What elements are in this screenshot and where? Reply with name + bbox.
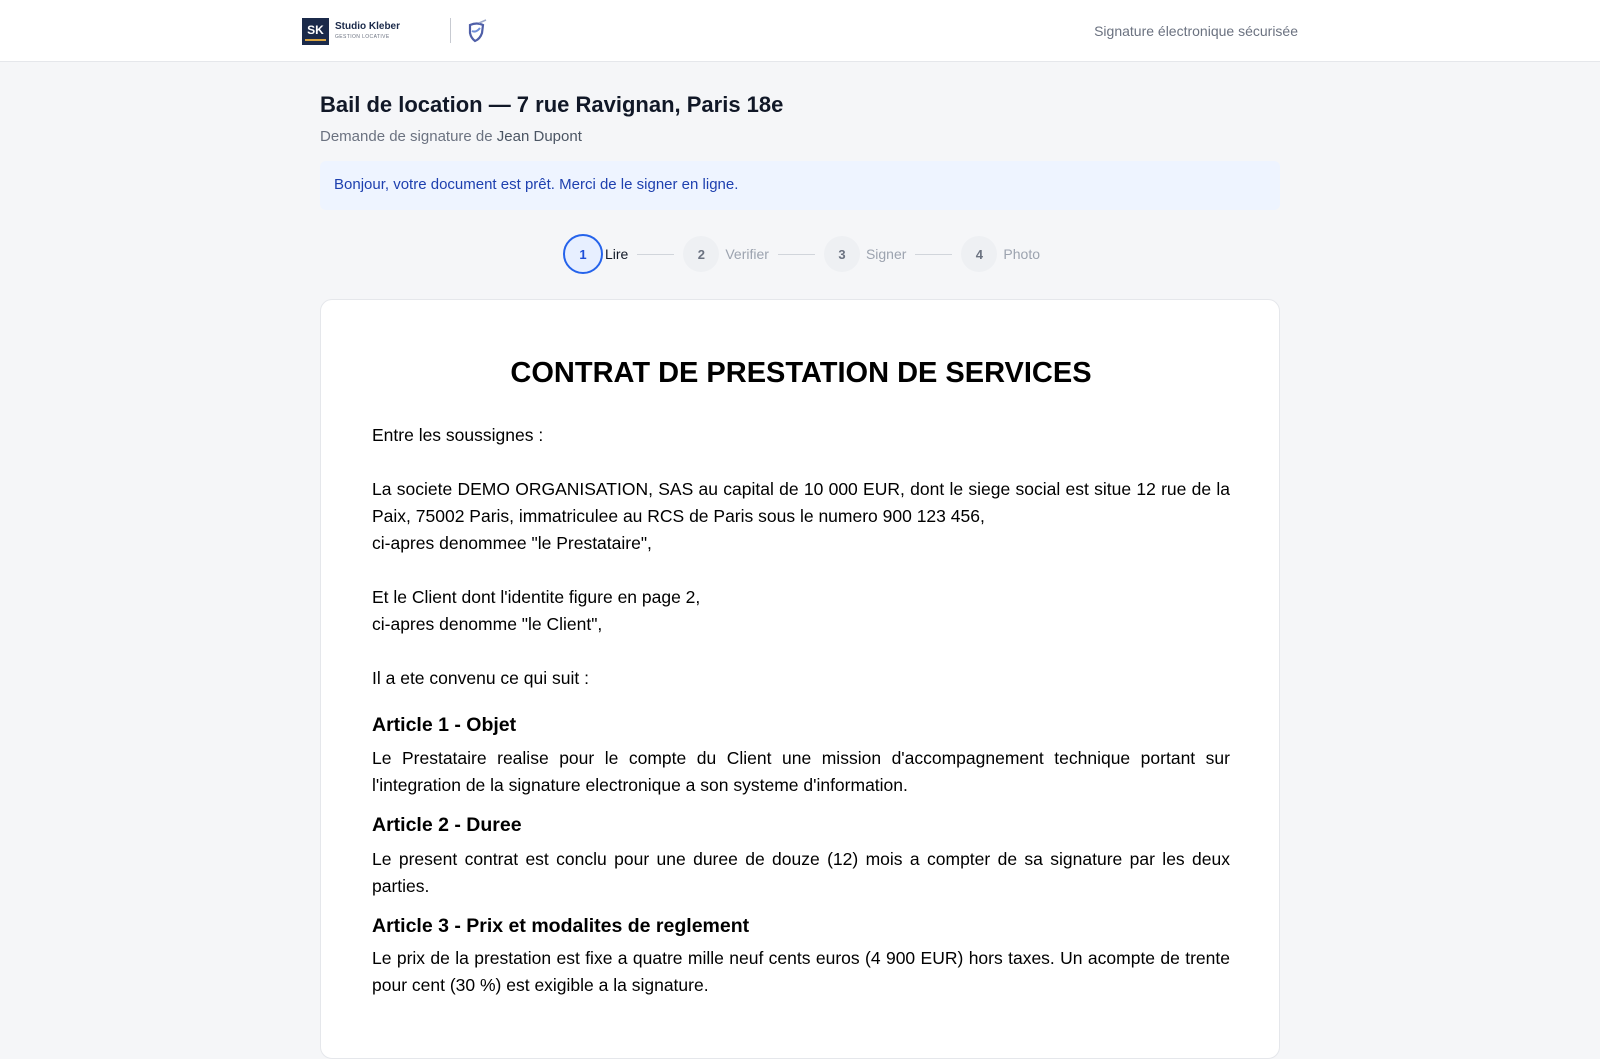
brand-name: Studio Kleber: [335, 21, 401, 32]
contract-intro: Entre les soussignes :: [372, 425, 544, 445]
party-client-details: Et le Client dont l'identite figure en page 2,: [372, 587, 701, 607]
top-bar: [0, 0, 1600, 62]
secure-signature-label: Signature électronique sécurisée: [1094, 23, 1298, 39]
party-provider-details: La societe DEMO ORGANISATION, SAS au capital de 10 000 EUR, dont le siege social est situe 12 rue de la Paix, 75002 Paris, immatriculee au RCS de Paris sous le numero 900 123 456,: [372, 479, 1230, 526]
article-text: Le Prestataire realise pour le compte du Client une mission d'accompagnement technique portant sur l'integration de la signature electronique a son systeme d'information.: [372, 748, 1230, 795]
party-client: [372, 584, 1230, 638]
contract-title: CONTRAT DE PRESTATION DE SERVICES: [510, 357, 1092, 389]
page-title: Bail de location — 7 rue Ravignan, Paris 18e: [320, 92, 784, 117]
step-number: 4: [961, 236, 997, 272]
step-label: Lire: [605, 246, 629, 262]
step-label: Verifier: [725, 246, 769, 262]
step-number: 3: [824, 236, 860, 272]
step-number: 2: [683, 236, 719, 272]
article-heading: Article 3 - Prix et modalites de reglement: [372, 915, 750, 937]
document-viewer[interactable]: [320, 299, 1280, 1059]
step-photo[interactable]: [961, 236, 1040, 272]
party-client-alias: ci-apres denomme "le Client",: [372, 614, 603, 634]
agreement-line: Il a ete convenu ce qui suit :: [372, 668, 589, 688]
step-sign[interactable]: [824, 236, 906, 272]
step-number: 1: [563, 234, 603, 274]
signature-request-subtitle: [320, 128, 582, 145]
step-connector: [915, 254, 952, 255]
article-text: Le prix de la prestation est fixe a quatre mille neuf cents euros (4 900 EUR) hors taxes. Un acompte de trente pour cent (30 %) est exigible a la signature.: [372, 948, 1230, 995]
article-heading: Article 1 - Objet: [372, 714, 517, 736]
progress-stepper: [563, 234, 1040, 274]
article-text: Le present contrat est conclu pour une duree de douze (12) mois a compter de sa signature par les deux parties.: [372, 849, 1230, 896]
logo-mark: [302, 18, 329, 45]
step-label: Signer: [865, 246, 907, 262]
requester-name: Jean Dupont: [496, 128, 582, 145]
party-provider-alias: ci-apres denommee "le Prestataire",: [372, 533, 652, 553]
step-connector: [778, 254, 815, 255]
step-read[interactable]: [563, 234, 628, 274]
info-banner: Bonjour, votre document est prêt. Merci de le signer en ligne.: [320, 161, 1280, 210]
request-prefix: Demande de signature de: [320, 128, 497, 145]
brand-text: [335, 22, 400, 40]
article-heading: Article 2 - Duree: [372, 814, 522, 836]
brand-logo[interactable]: [302, 17, 400, 45]
brand-divider: [450, 18, 451, 43]
step-verify[interactable]: [683, 236, 769, 272]
shield-signature-icon: [466, 19, 488, 43]
logo-mark-text: SK: [307, 22, 324, 37]
step-label: Photo: [1003, 246, 1040, 262]
step-connector: [637, 254, 674, 255]
brand-tagline: GESTION LOCATIVE: [335, 34, 390, 40]
party-provider: [372, 476, 1230, 557]
